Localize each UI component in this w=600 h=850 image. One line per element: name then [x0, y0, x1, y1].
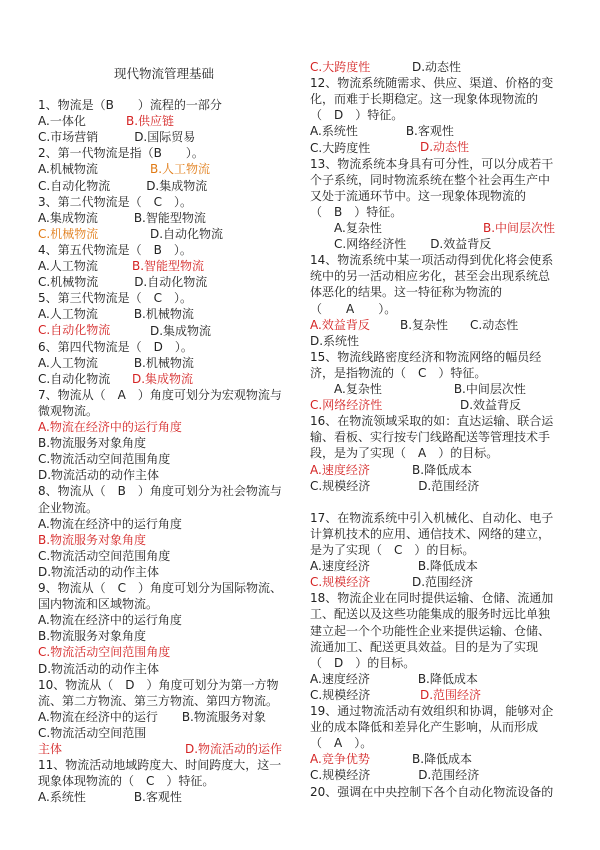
- inline-answer: D.动态性: [412, 60, 462, 74]
- text-line: C.网络经济性 D.效益背反: [310, 237, 492, 252]
- text-line: 10、物流从（ D ）角度可划分为第一方物: [38, 677, 279, 692]
- text-line: C.物流活动空间范围: [38, 725, 147, 740]
- text-line: 12、物流系统随需求、供应、渠道、价格的变: [310, 76, 554, 91]
- text-line: 输、看板、实行按专门线路配送等管理技术手: [310, 430, 551, 445]
- inline-answer: D.效益背反: [460, 398, 522, 412]
- text-line: 9、物流从（ C ）角度可划分为国际物流、: [38, 581, 283, 595]
- inline-answer: B.复杂性: [400, 318, 449, 332]
- text-line: A.物流在经济中的运行角度: [38, 420, 182, 434]
- text-line: C.物流活动空间范围角度: [38, 452, 171, 467]
- text-line: 5、第三代物流是（ C ）。: [38, 291, 193, 306]
- text-line: 16、在物流领域采取的如：直达运输、联合运: [310, 414, 554, 429]
- text-line: 3、第二代物流是（ C ）。: [38, 194, 193, 209]
- text-line: 4、第五代物流是（ B ）。: [38, 242, 192, 257]
- text-line: D.物流活动的动作主体: [38, 468, 160, 483]
- text-line: 建立起一个个功能性企业来提供运输、仓储、: [310, 623, 551, 638]
- text-line: C.规模经济 D.范围经济: [310, 478, 480, 493]
- text-line: 13、物流系统本身具有可分性，可以分成若干: [310, 156, 554, 171]
- text-line: 又处于流通环节中。这一现象体现物流的: [310, 188, 527, 203]
- text-line: D.系统性: [310, 333, 360, 348]
- text-line: 企业物流。: [38, 500, 99, 515]
- text-line: A.效益背反: [310, 317, 370, 332]
- inline-answer: D.集成物流: [132, 372, 194, 386]
- text-line: 主体: [38, 742, 63, 756]
- document-title: 现代物流管理基础: [114, 66, 215, 81]
- inline-answer: B.中间层次性: [483, 221, 556, 235]
- text-line: C.自动化物流: [38, 323, 111, 338]
- text-line: 18、物流企业在同时提供运输、仓储、流通加: [310, 591, 554, 606]
- text-line: 流通加工、配送更具效益。目的是为了实现: [310, 639, 539, 654]
- text-line: 工、配送以及这些功能集成的服务时远比单独: [310, 607, 551, 622]
- text-line: A.复杂性: [310, 221, 382, 235]
- text-line: 业的成本降低和差异化产生影响，从而形成: [310, 720, 539, 735]
- text-line: A.集成物流 B.智能型物流: [38, 210, 206, 225]
- text-line: A.系统性 B.客观性: [38, 790, 182, 805]
- text-line: C.物流活动空间范围角度: [38, 645, 171, 660]
- text-line: （ D ）特征。: [310, 108, 404, 123]
- text-line: 济，是指物流的（ C ）特征。: [310, 365, 487, 380]
- text-line: 是为了实现（ C ）的目标。: [310, 543, 475, 557]
- text-line: C.自动化物流 D.集成物流: [38, 178, 208, 193]
- text-line: 化，而难于长期稳定。这一现象体现物流的: [310, 92, 539, 107]
- text-line: C.网络经济性: [310, 398, 383, 413]
- inline-answer: D.动态性: [420, 140, 470, 154]
- text-line: （ D ）的目标。: [310, 655, 416, 670]
- text-line: A.物流在经济中的运行 B.物流服务对象: [38, 709, 266, 724]
- inline-answer: D.范围经济: [420, 688, 482, 702]
- text-line: D.物流活动的动作主体: [38, 661, 160, 676]
- text-line: 个子系统，同时物流系统在整个社会再生产中: [310, 172, 551, 187]
- text-line: 15、物流线路密度经济和物流网络的幅员经: [310, 349, 542, 364]
- text-line: 段，是为了实现（ A ）的目标。: [310, 446, 499, 461]
- text-line: 19、通过物流活动有效组织和协调，能够对企: [310, 704, 554, 718]
- text-line: A.人工物流 B.机械物流: [38, 307, 194, 322]
- text-line: A.速度经济: [310, 462, 370, 477]
- text-line: A.物流在经济中的运行角度: [38, 613, 182, 628]
- text-line: C.自动化物流: [38, 371, 111, 386]
- text-line: C.机械物流 D.自动化物流: [38, 275, 208, 290]
- text-line: 1、物流是（B ）流程的一部分: [38, 98, 222, 112]
- text-line: 2、第一代物流是指（B ）。: [38, 146, 204, 161]
- inline-answer: B.智能型物流: [132, 259, 205, 273]
- text-line: 计算机技术的应用、通信技术、网络的建立，: [310, 526, 551, 541]
- text-line: B.物流服务对象角度: [38, 436, 147, 451]
- inline-answer: B.人工物流: [150, 162, 211, 176]
- text-line: A.速度经济 B.降低成本: [310, 671, 478, 686]
- text-line: 11、物流活动地域跨度大、时间跨度大，这一: [38, 758, 282, 773]
- inline-answer: C.动态性: [470, 318, 519, 332]
- text-line: （ A ）。: [310, 301, 397, 316]
- text-line: 现象体现物流的（ C ）特征。: [38, 774, 215, 789]
- inline-answer: D.自动化物流: [150, 227, 224, 241]
- text-line: 8、物流从（ B ）角度可划分为社会物流与: [38, 484, 282, 499]
- text-line: A.机械物流: [38, 162, 98, 177]
- text-line: A.一体化: [38, 114, 86, 129]
- text-line: A.竞争优势: [310, 752, 370, 767]
- text-line: A.系统性 B.客观性: [310, 124, 454, 139]
- text-line: C.大跨度性: [310, 60, 371, 74]
- text-line: A.速度经济 B.降低成本: [310, 559, 478, 574]
- text-line: 6、第四代物流是（ D ）。: [38, 339, 193, 354]
- text-line: C.市场营销 D.国际贸易: [38, 130, 196, 145]
- text-line: C.机械物流: [38, 226, 99, 241]
- text-line: A.复杂性 B.中间层次性: [310, 382, 526, 396]
- inline-answer: B.降低成本: [412, 752, 473, 766]
- text-line: C.物流活动空间范围角度: [38, 548, 171, 563]
- inline-answer: D.物流活动的运作: [185, 742, 283, 756]
- text-line: 体恶化的结果。这一特征称为物流的: [310, 285, 503, 300]
- text-line: A.人工物流 B.机械物流: [38, 355, 194, 370]
- text-line: B.物流服务对象角度: [38, 629, 147, 644]
- text-line: 20、强调在中央控制下各个自动化物流设备的: [310, 784, 554, 799]
- text-line: （ B ）特征。: [310, 204, 403, 219]
- text-line: B.物流服务对象角度: [38, 532, 147, 547]
- inline-answer: D.集成物流: [150, 324, 212, 338]
- text-line: 微观物流。: [38, 403, 99, 418]
- text-line: A.人工物流: [38, 259, 98, 273]
- text-line: 流、第二方物流、第三方物流、第四方物流。: [38, 693, 279, 708]
- text-line: C.规模经济: [310, 687, 371, 702]
- text-line: C.规模经济 D.范围经济: [310, 768, 480, 783]
- text-line: C.规模经济: [310, 575, 371, 590]
- text-line: 17、在物流系统中引入机械化、自动化、电子: [310, 510, 554, 525]
- text-line: A.物流在经济中的运行角度: [38, 516, 182, 531]
- text-line: C.大跨度性: [310, 140, 371, 155]
- text-line: 14、物流系统中某一项活动得到优化将会使系: [310, 253, 554, 268]
- inline-answer: B.降低成本: [412, 463, 473, 477]
- text-line: （ A ）。: [310, 736, 373, 751]
- text-line: 7、物流从（ A ）角度可划分为宏观物流与: [38, 387, 282, 402]
- inline-answer: B.供应链: [126, 114, 175, 128]
- text-line: 统中的另一活动相应劣化，甚至会出现系统总: [310, 269, 551, 284]
- text-line: 国内物流和区域物流。: [38, 597, 159, 612]
- inline-answer: D.范围经济: [412, 575, 474, 589]
- text-line: D.物流活动的动作主体: [38, 564, 160, 579]
